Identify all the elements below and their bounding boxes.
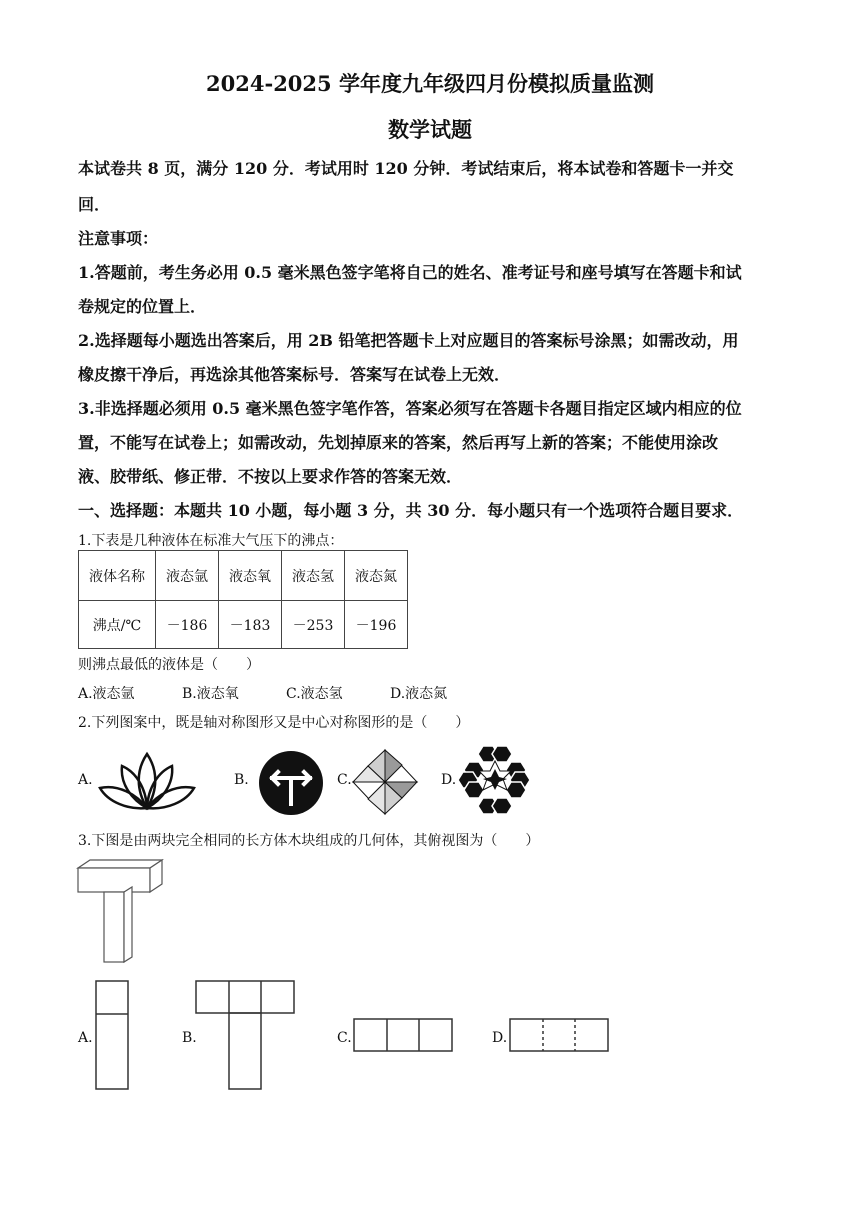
table-cell: －183	[219, 601, 282, 649]
notice-line: 3.非选择题必须用 0.5 毫米黑色签字笔作答，答案必须写在答题卡各题目指定区域内相应的位	[78, 399, 742, 418]
q1-option-d[interactable]: D.液态氮	[390, 686, 448, 702]
q1-question: 则沸点最低的液体是（ ）	[78, 657, 260, 673]
table-cell: 液体名称	[79, 551, 156, 601]
table-cell: 液态氧	[219, 551, 282, 601]
top-view-option-c[interactable]	[353, 1018, 455, 1054]
table-cell: －186	[156, 601, 219, 649]
q2-option-d-label[interactable]: D.	[441, 772, 457, 788]
notice-heading: 注意事项：	[78, 229, 159, 248]
solid-figure-3d	[76, 858, 166, 966]
section-heading: 一、选择题：本题共 10 小题，每小题 3 分，共 30 分．每小题只有一个选项符合题目要求．	[78, 501, 744, 520]
q3-stem: 3.下图是由两块完全相同的长方体木块组成的几何体，其俯视图为（ ）	[78, 833, 540, 849]
intro-line-2: 回．	[78, 195, 111, 214]
notice-line: 卷规定的位置上．	[78, 297, 207, 316]
table-cell: 液态氢	[282, 551, 345, 601]
table-row	[79, 601, 408, 649]
q3-option-c-label[interactable]: C.	[337, 1030, 352, 1046]
q2-option-c-label[interactable]: C.	[337, 772, 352, 788]
pinwheel-icon[interactable]	[344, 746, 426, 818]
table-cell: 液态氮	[345, 551, 408, 601]
top-view-option-a[interactable]	[95, 980, 131, 1092]
notice-line: 置，不能写在试卷上；如需改动，先划掉原来的答案，然后再写上新的答案；不能使用涂改	[78, 433, 719, 452]
lotus-icon[interactable]	[92, 750, 202, 816]
table-cell: －196	[345, 601, 408, 649]
q1-stem: 1.下表是几种液体在标准大气压下的沸点：	[78, 533, 344, 549]
notice-line: 液、胶带纸、修正带．不按以上要求作答的答案无效．	[78, 467, 463, 486]
table-cell: 沸点/℃	[79, 601, 156, 649]
table-cell: 液态氩	[156, 551, 219, 601]
intro-line-1: 本试卷共 8 页，满分 120 分．考试用时 120 分钟．考试结束后，将本试卷和答题卡一并交	[78, 159, 734, 178]
top-view-option-b[interactable]	[195, 980, 297, 1092]
exam-title: 2024-2025 学年度九年级四月份模拟质量监测	[206, 71, 654, 96]
q1-option-c[interactable]: C.液态氢	[286, 686, 343, 702]
notice-line: 橡皮擦干净后，再选涂其他答案标号．答案写在试卷上无效．	[78, 365, 511, 384]
q3-option-d-label[interactable]: D.	[492, 1030, 508, 1046]
q2-stem: 2.下列图案中，既是轴对称图形又是中心对称图形的是（ ）	[78, 715, 470, 731]
hexagon-star-icon[interactable]	[455, 744, 535, 816]
exam-subtitle: 数学试题	[388, 117, 472, 142]
boiling-point-table	[78, 550, 408, 649]
notice-line: 1.答题前，考生务必用 0.5 毫米黑色签字笔将自己的姓名、准考证号和座号填写在答题卡和试	[78, 263, 742, 282]
q3-option-b-label[interactable]: B.	[182, 1030, 197, 1046]
q1-option-a[interactable]: A.液态氩	[78, 686, 135, 702]
q3-option-a-label[interactable]: A.	[78, 1030, 93, 1046]
top-view-option-d[interactable]	[509, 1018, 611, 1054]
q2-option-b-label[interactable]: B.	[234, 772, 249, 788]
q1-option-b[interactable]: B.液态氧	[182, 686, 239, 702]
table-cell: －253	[282, 601, 345, 649]
road-sign-icon[interactable]	[258, 750, 324, 816]
notice-line: 2.选择题每小题选出答案后，用 2B 铅笔把答题卡上对应题目的答案标号涂黑；如需改动，用	[78, 331, 739, 350]
q2-option-a-label[interactable]: A.	[78, 772, 93, 788]
table-header-row	[79, 551, 408, 601]
